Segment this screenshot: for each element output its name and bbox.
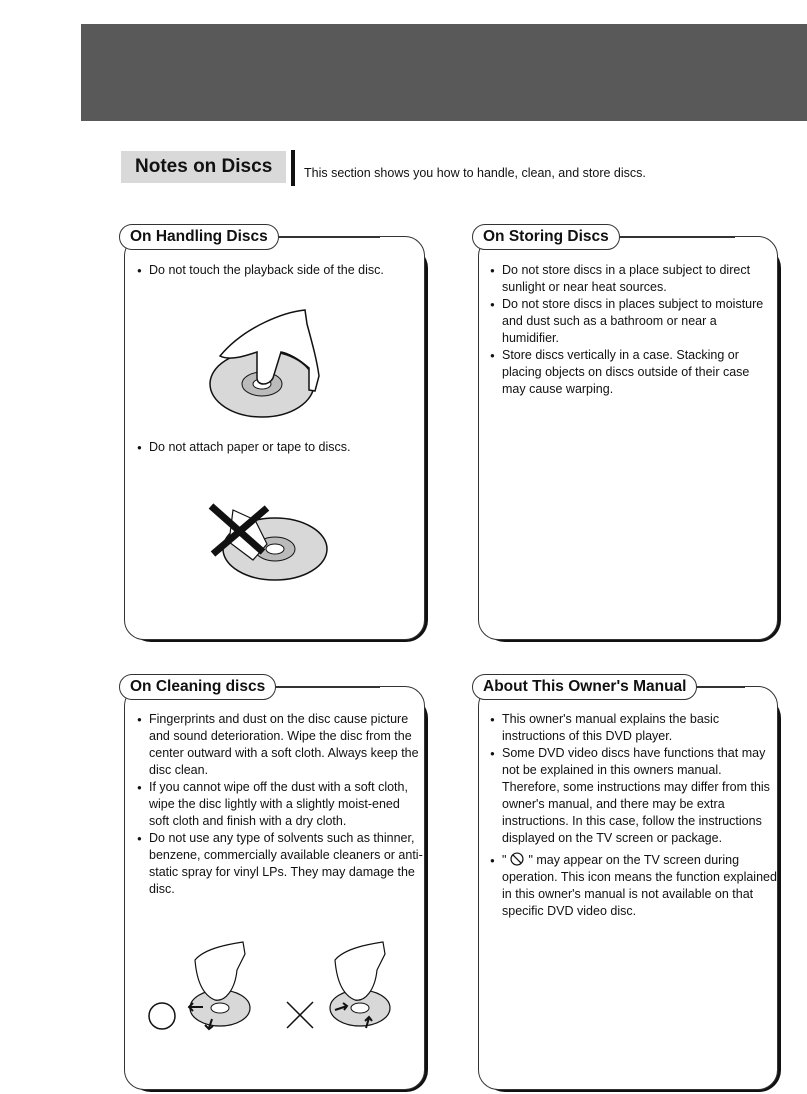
quote-open: " — [502, 853, 507, 867]
handling-list-2 — [137, 439, 417, 456]
touch-disc-illustration — [205, 306, 335, 426]
list-item: ● Do not store discs in a place subject to direct sunlight or near heat sources. — [490, 262, 772, 296]
wrong-icon — [287, 1002, 313, 1028]
correct-icon — [149, 1003, 175, 1029]
handling-title: On Handling Discs — [119, 224, 279, 250]
cleaning-illustration — [145, 940, 415, 1040]
list-item: ● Some DVD video discs have functions that may not be explained in this owners manual. Therefore, some instructions may differ from this owner's manual, and there may be extra instructions. In this case, follow the instructions displayed on the TV screen or package. — [490, 745, 778, 847]
list-item: ● Do not attach paper or tape to discs. — [137, 439, 417, 456]
manual-list — [490, 711, 778, 920]
cleaning-list — [137, 711, 423, 898]
storing-title: On Storing Discs — [472, 224, 620, 250]
list-item: ● Do not touch the playback side of the disc. — [137, 262, 417, 279]
wipe-outward-illustration — [189, 942, 250, 1029]
section-title-bar — [291, 150, 295, 186]
header-band — [81, 24, 807, 121]
icon-note: " may appear on the TV screen during operation. This icon means the function explained in this owner's manual is not available on that specific DVD video disc. — [502, 853, 777, 918]
list-item: ● Do not use any type of solvents such as thinner, benzene, commercially available cleaners or anti-static spray for vinyl LPs. They may damage the disc. — [137, 830, 423, 898]
taped-disc-illustration — [203, 502, 333, 587]
list-item: ● Do not store discs in places subject to moisture and dust such as a bathroom or near a humidifier. — [490, 296, 772, 347]
storing-list — [490, 262, 772, 398]
section-intro: This section shows you how to handle, clean, and store discs. — [304, 166, 646, 180]
handling-list — [137, 262, 417, 279]
manual-title: About This Owner's Manual — [472, 674, 697, 700]
list-item: ● If you cannot wipe off the dust with a soft cloth, wipe the disc lightly with a slightly moist-ened soft cloth and finish with a dry cloth. — [137, 779, 423, 830]
wipe-circular-illustration — [330, 942, 390, 1028]
section-title: Notes on Discs — [121, 151, 286, 183]
prohibited-icon — [510, 852, 524, 866]
list-item — [490, 852, 778, 920]
cleaning-title: On Cleaning discs — [119, 674, 276, 700]
list-item: ● Store discs vertically in a case. Stacking or placing objects on discs outside of their case may cause warping. — [490, 347, 772, 398]
list-item: ● Fingerprints and dust on the disc cause picture and sound deterioration. Wipe the disc from the center outward with a soft cloth. Always keep the disc clean. — [137, 711, 423, 779]
list-item: ● This owner's manual explains the basic instructions of this DVD player. — [490, 711, 778, 745]
